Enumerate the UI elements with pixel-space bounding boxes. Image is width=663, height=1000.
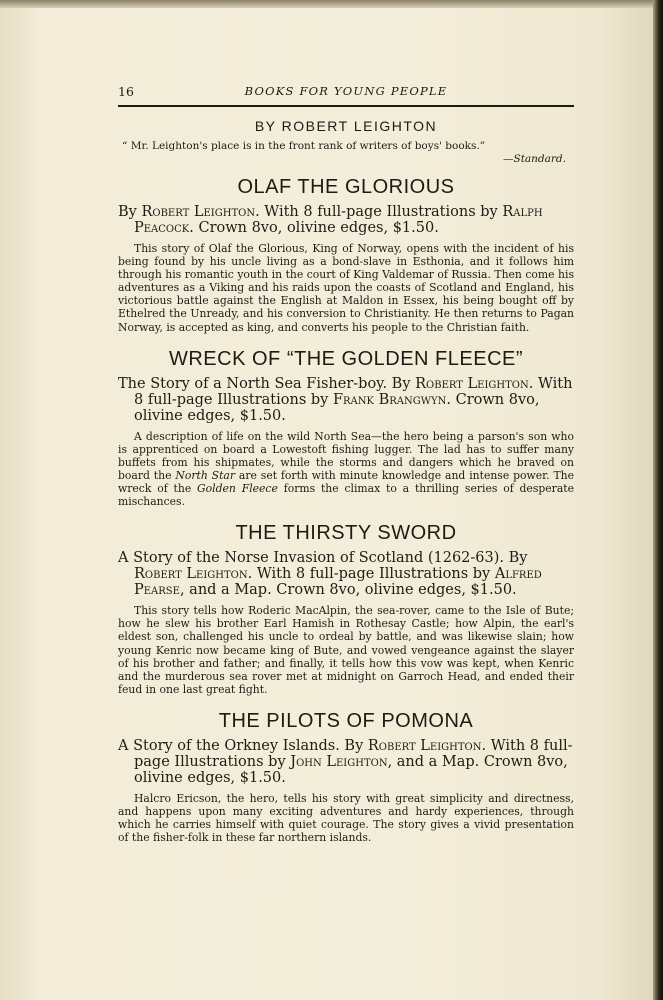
- author-heading: BY ROBERT LEIGHTON: [254, 118, 438, 134]
- illustrator-name: John Leighton: [290, 753, 388, 770]
- desc-text: By: [118, 204, 142, 220]
- page-content: [118, 118, 574, 844]
- desc-text: . Crown 8vo, olivine edges, $1.50.: [189, 220, 439, 236]
- book-title: THE PILOTS OF POMONA: [218, 709, 474, 732]
- quote-source: —Standard.: [503, 153, 566, 165]
- illustrator-name: Alfred Pearse: [134, 566, 542, 599]
- book-description: [118, 738, 574, 786]
- desc-text: A Story of the Norse Invasion of Scotland (1262-63). By: [118, 550, 528, 567]
- synopsis-text: are set forth with minute knowledge and intense power. The wreck of the: [118, 468, 575, 496]
- desc-text: , and a Map. Crown 8vo, olivine edges, $1.50.: [134, 753, 568, 786]
- page-top-edge: [0, 0, 663, 8]
- author-name: Robert Leighton: [141, 204, 256, 220]
- desc-text: . Crown 8vo, olivine edges, $1.50.: [134, 391, 540, 424]
- ship-name: North Star: [175, 468, 236, 482]
- author-name: Robert Leighton: [134, 566, 248, 583]
- illustrator-name: Ralph Peacock: [134, 204, 543, 236]
- page-header: [118, 84, 574, 102]
- book-entry: [118, 520, 574, 696]
- book-title: OLAF THE GLORIOUS: [237, 176, 455, 198]
- desc-text: . With 8 full-page Illustrations by: [255, 204, 503, 220]
- book-description: [118, 550, 574, 598]
- book-title: WRECK OF “THE GOLDEN FLEECE”: [168, 347, 524, 370]
- header-rule: [118, 105, 574, 107]
- synopsis-text: A description of life on the wild North Sea—the hero being a parson's son who is apprenticed on board a Lowestoft fishing lugger. The lad has to suffer many buffets from his shipmates, while the storms and dangers which he braved on board the: [118, 429, 574, 482]
- author-name: Robert Leighton: [415, 375, 529, 392]
- book-entry: [118, 708, 574, 844]
- page-binding-edge: [653, 0, 663, 1000]
- ship-name: Golden Fleece: [197, 482, 278, 496]
- running-title: BOOKS FOR YOUNG PEOPLE: [244, 84, 448, 98]
- book-title: THE THIRSTY SWORD: [235, 522, 457, 545]
- desc-text: The Story of a North Sea Fisher-boy. By: [118, 375, 416, 392]
- illustrator-name: Frank Brangwyn: [332, 391, 447, 408]
- book-synopsis: [118, 430, 574, 509]
- book-entry: [118, 346, 574, 509]
- author-name: Robert Leighton: [367, 737, 482, 754]
- book-description: [118, 204, 574, 236]
- book-synopsis: This story of Olaf the Glorious, King of Norway, opens with the incident of his being found by his uncle living as a bond-slave in Esthonia, and it follows him through his romantic youth in the court of King Valdemar of Russia. Then come his adventures as a Viking and his raids upon the coasts of Scotland and England, his victorious battle against the English at Maldon in Essex, his being bought off by Ethelred the Unready, and his conversion to Christianity. He then returns to Pagan Norway, is accepted as king, and converts his people to the Christian faith.: [118, 242, 574, 334]
- page-number: 16: [118, 84, 134, 99]
- book-synopsis: Halcro Ericson, the hero, tells his story with great simplicity and directness, and happens upon many exciting adventures and hardy experiences, through which he carries himself with quiet courage. The story gives a vivid presentation of the fisher-folk in these far northern islands.: [118, 791, 574, 845]
- review-quote: “ Mr. Leighton's place is in the front rank of writers of boys' books.”: [122, 140, 486, 152]
- desc-text: . With 8 full-page Illustrations by: [247, 566, 495, 583]
- desc-text: A Story of the Orkney Islands. By: [118, 737, 368, 754]
- book-synopsis: This story tells how Roderic MacAlpin, the sea-rover, came to the Isle of Bute; how he slew his brother Earl Hamish in Rothesay Castle; how Alpin, the earl's eldest son, challenged his uncle to ordeal by battle, and was likewise slain; how young Kenric now became king of Bute, and vowed vengeance against the slayer of his brother and father; and finally, it tells how this vow was kept, when Kenric and the murderous sea rover met at midnight on Garroch Head, and ended their feud in one last great fight.: [118, 604, 574, 696]
- desc-text: . With 8 full-page Illustrations by: [134, 375, 573, 408]
- book-description: [118, 376, 574, 424]
- desc-text: . With 8 full-page Illustrations by: [134, 737, 573, 770]
- synopsis-text: forms the climax to a thrilling series of desperate mischances.: [118, 482, 574, 509]
- desc-text: , and a Map. Crown 8vo, olivine edges, $1.50.: [179, 582, 517, 599]
- book-entry: [118, 174, 574, 334]
